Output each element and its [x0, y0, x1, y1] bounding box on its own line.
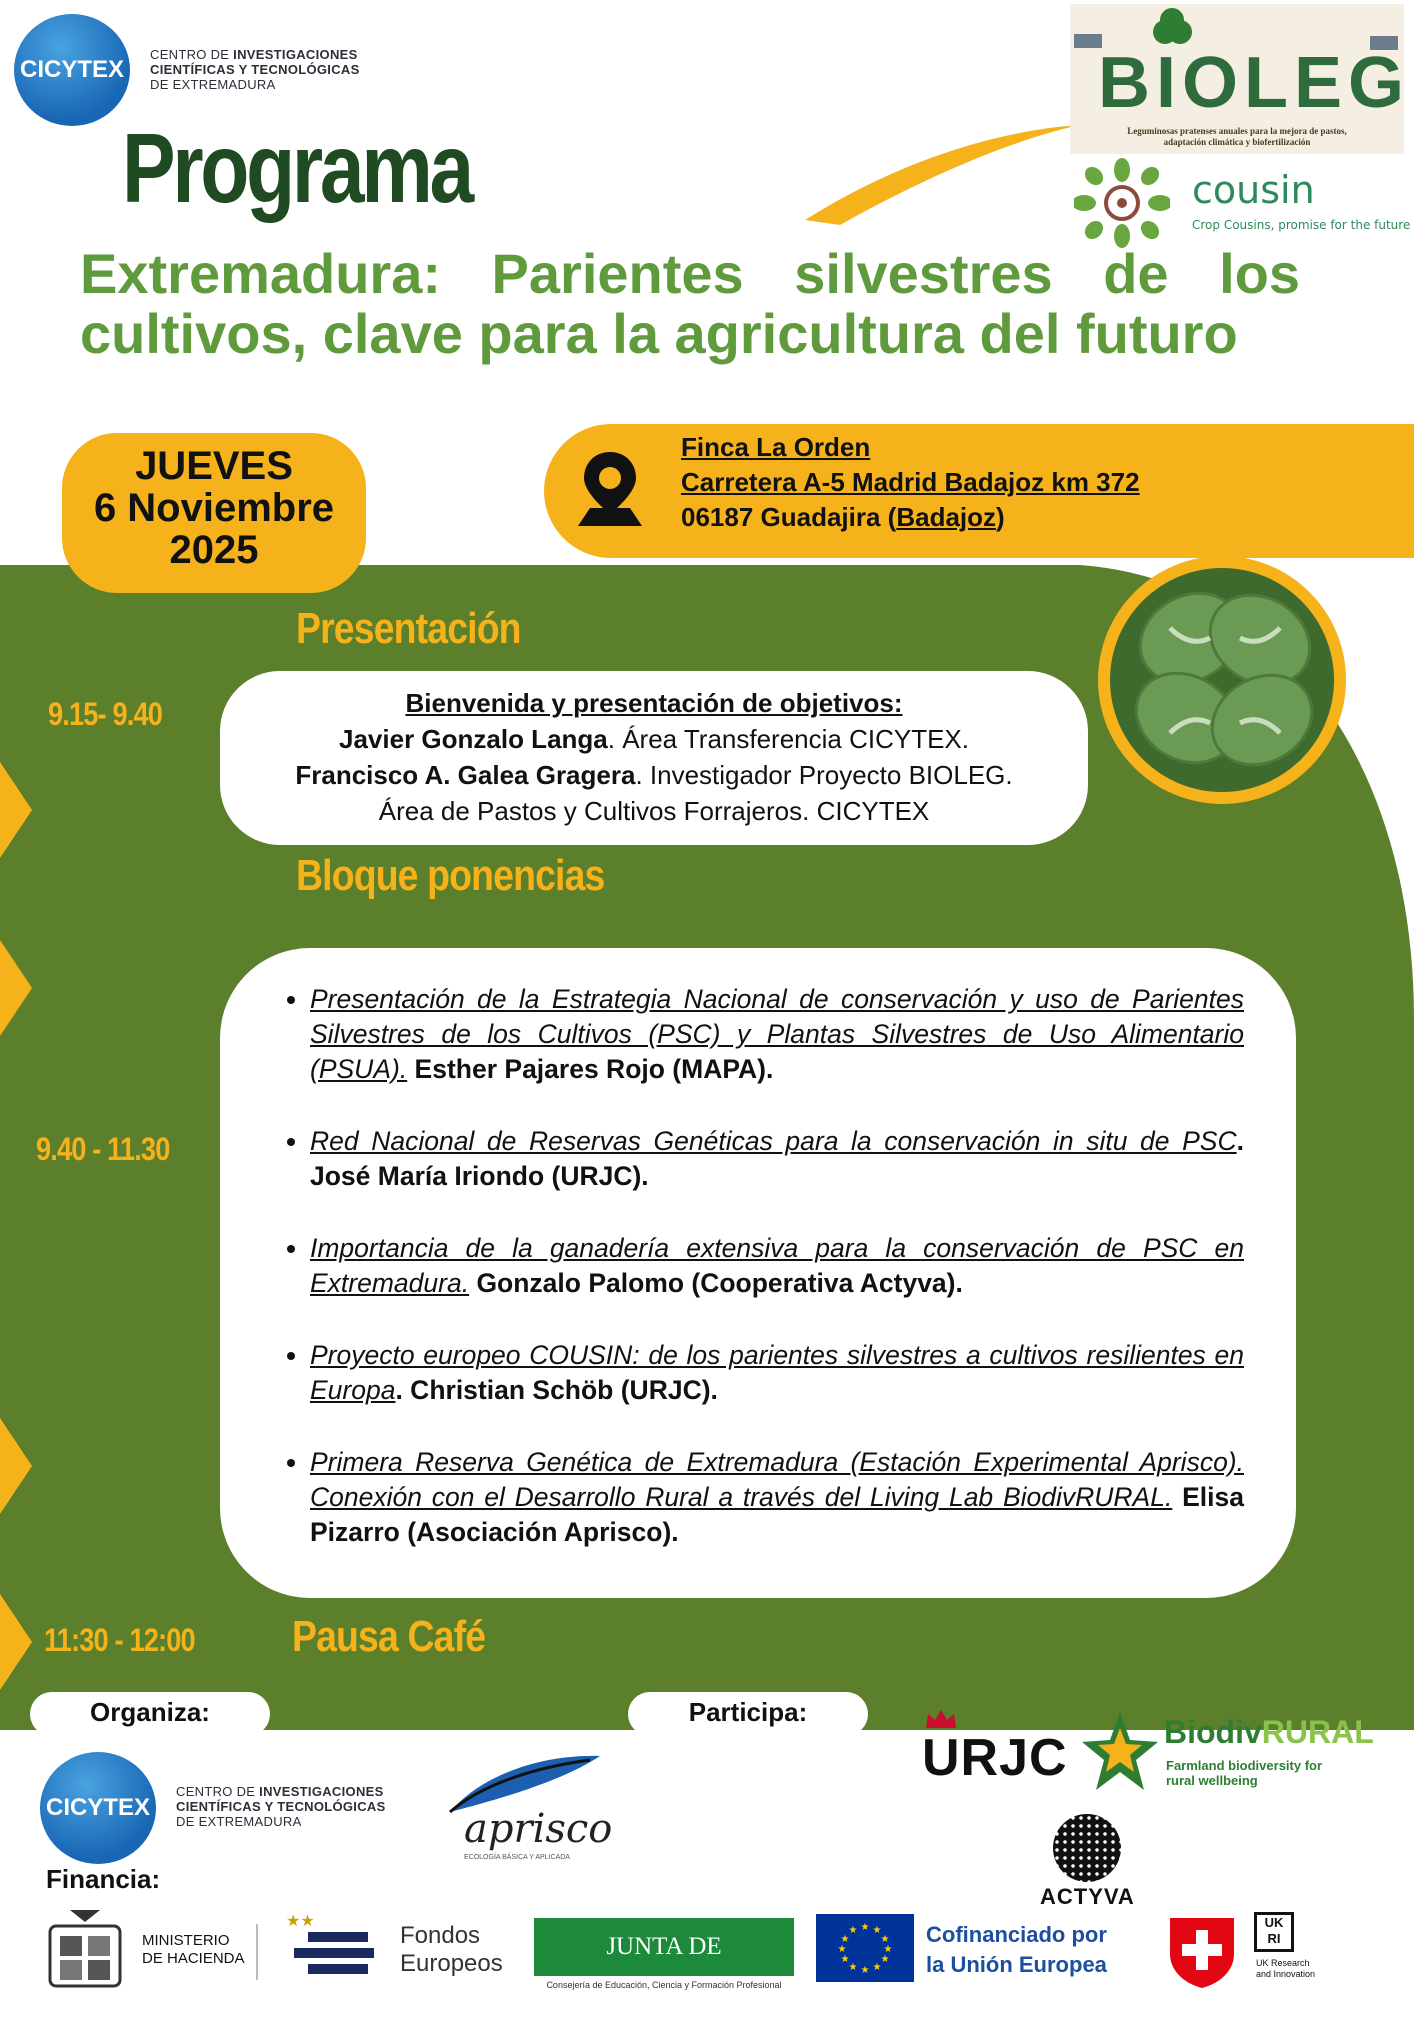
cousin-logo [1074, 158, 1414, 248]
cicytex-logo-circle [14, 14, 130, 126]
talk-title: Presentación de la Estrategia Nacional de conservación y uso de Parientes Silvestres de los Cultivos (PSC) y Plantas Silvestres de Uso Alimentario (PSUA). [310, 984, 1244, 1084]
location-pin-icon [572, 448, 648, 530]
section-ponencias-title: Bloque ponencias [296, 851, 605, 900]
fondos-line1: Fondos [400, 1922, 481, 1949]
svg-text:★: ★ [880, 1954, 890, 1965]
presentacion-speaker2 [220, 757, 1088, 793]
urjc-logo: URJC [922, 1729, 1068, 1787]
location-postal [681, 500, 1140, 535]
svg-text:★: ★ [848, 1925, 858, 1936]
cicytex-footer-line1: CENTRO DE [176, 1784, 260, 1799]
ukri-line2: and Innovation [1256, 1969, 1316, 1979]
talk-speaker: Gonzalo Palomo (Cooperativa Actyva). [469, 1268, 963, 1298]
cicytex-footer-line2: CIENTÍFICAS Y TECNOLÓGICAS [176, 1799, 386, 1814]
actyva-wordmark: ACTYVA [1040, 1884, 1135, 1909]
svg-text:★: ★ [872, 1925, 882, 1936]
cicytex-name [150, 47, 360, 92]
section-coffee-title: Pausa Café [292, 1612, 486, 1661]
biodiv-part2: RURAL [1261, 1714, 1374, 1750]
ministerio-line1: MINISTERIO [142, 1932, 230, 1949]
presentacion-speaker1 [220, 721, 1088, 757]
cicytex-footer-logo-circle [40, 1752, 156, 1864]
cicytex-footer-line3: DE EXTREMADURA [176, 1814, 302, 1829]
participa-label: Participa: [628, 1692, 868, 1736]
talk-item [310, 1445, 1244, 1550]
talk-title: Proyecto europeo COUSIN: de los parientes silvestres a cultivos resilientes en Europa [310, 1340, 1244, 1405]
speaker2-role: . Investigador Proyecto BIOLEG. [635, 760, 1013, 790]
location-venue[interactable]: Finca La Orden [681, 432, 871, 462]
talk-speaker: Esther Pajares Rojo (MAPA). [407, 1054, 774, 1084]
eu-cofinanced-text [926, 1920, 1107, 1980]
date-badge [62, 433, 366, 593]
bioleg-caption1: Leguminosas pratenses anuales para la mejora de pastos, [1127, 126, 1347, 136]
cicytex-line2: CIENTÍFICAS Y TECNOLÓGICAS [150, 62, 360, 77]
chevron-arrow-icon [0, 940, 32, 1036]
junta-subtitle: Consejería de Educación, Ciencia y Formación Profesional [546, 1980, 782, 1990]
svg-text:★: ★ [840, 1954, 850, 1965]
eu-flag-icon [816, 1914, 914, 1982]
location-postal-prefix: 06187 Guadajira ( [681, 502, 897, 532]
junta-text: JUNTA DE EXTREMADURA [568, 1933, 760, 2018]
talk-title: Red Nacional de Reservas Genéticas para la conservación in situ de PSC [310, 1126, 1237, 1156]
svg-text:★: ★ [860, 1922, 870, 1933]
talk-item [310, 1338, 1244, 1408]
bioleg-caption2: adaptación climática y biofertilización [1163, 137, 1311, 147]
cicytex-footer-name [176, 1784, 386, 1829]
eu-line1: Cofinanciado por [926, 1922, 1107, 1947]
page-title [122, 112, 548, 225]
organiza-label: Organiza: [30, 1692, 270, 1736]
talks-list [270, 982, 1244, 1550]
presentacion-heading: Bienvenida y presentación de objetivos: [405, 688, 903, 718]
svg-text:★: ★ [848, 1962, 858, 1973]
chevron-arrow-icon [0, 762, 32, 858]
crown-icon [924, 1708, 958, 1730]
fondos-line2: Europeos [400, 1950, 503, 1977]
ministerio-text [142, 1932, 245, 1968]
talk-title: Primera Reserva Genética de Extremadura (Estación Experimental Aprisco). Conexión con el Desarrollo Rural a través del Living Lab BiodivRURAL. [310, 1447, 1244, 1512]
svg-text:★★: ★★ [286, 1911, 315, 1930]
talk-item [310, 1231, 1244, 1301]
swiss-shield-icon [1166, 1914, 1238, 1990]
speaker2-name: Francisco A. Galea Gragera [295, 760, 636, 790]
talk-speaker: Elisa Pizarro (Asociación Aprisco). [310, 1482, 1244, 1547]
speaker1-role: . Área Transferencia CICYTEX. [607, 724, 969, 754]
aprisco-logo [420, 1746, 613, 1866]
aprisco-subtitle: ECOLOGÍA BÁSICA Y APLICADA [464, 1854, 570, 1861]
location-road[interactable]: Carretera A-5 Madrid Badajoz km 372 [681, 467, 1140, 497]
cousin-flower-icon [1074, 158, 1170, 248]
svg-text:★: ★ [883, 1944, 893, 1955]
clover-photo [1098, 556, 1346, 804]
bioleg-logo [1070, 4, 1411, 154]
cicytex-line3: DE EXTREMADURA [150, 77, 276, 92]
location-city-link[interactable]: Badajoz [896, 502, 997, 532]
svg-text:★: ★ [840, 1934, 850, 1945]
clover-image [1110, 568, 1334, 792]
date-year: 2025 [169, 528, 259, 572]
talk-title: Importancia de la ganadería extensiva para la conservación de PSC en Extremadura. [310, 1233, 1244, 1298]
talk-speaker: . José María Iriondo (URJC). [310, 1126, 1244, 1191]
title-text: Programa [122, 113, 471, 223]
spain-coat-of-arms-icon [40, 1906, 130, 1992]
talk-speaker: . Christian Schöb (URJC). [395, 1375, 718, 1405]
subtitle: Extremadura: Parientes silvestres de los cultivos, clave para la agricultura del futuro [80, 242, 1300, 365]
cousin-tagline: Crop Cousins, promise for the future [1192, 218, 1411, 232]
svg-text:★: ★ [872, 1962, 882, 1973]
speaker1-name: Javier Gonzalo Langa [339, 724, 608, 754]
cicytex-line1: CENTRO DE [150, 47, 234, 62]
speaker2-role2: Área de Pastos y Cultivos Forrajeros. CICYTEX [378, 796, 930, 826]
ministerio-line2: DE HACIENDA [142, 1950, 245, 1967]
biodivrural-subtitle [1166, 1758, 1322, 1788]
section-presentacion-title: Presentación [296, 604, 521, 653]
ponencias-time: 9.40 - 11.30 [36, 1131, 170, 1167]
biodiv-sub2: rural wellbeing [1166, 1773, 1258, 1788]
cicytex-footer-logo-text: CICYTEX [45, 1794, 150, 1821]
chevron-arrow-icon [0, 1594, 32, 1690]
svg-text:★: ★ [837, 1944, 847, 1955]
svg-text:★: ★ [860, 1965, 870, 1976]
star-emblem-icon [1080, 1710, 1160, 1794]
location-address [681, 430, 1140, 535]
presentacion-box [220, 671, 1088, 845]
presentacion-time: 9.15- 9.40 [48, 696, 162, 732]
ponencias-box [220, 948, 1296, 1598]
chevron-arrow-icon [0, 1418, 32, 1514]
bioleg-wordmark: BIOLEG [1098, 43, 1411, 123]
actyva-logo-circle [1053, 1814, 1121, 1882]
biodiv-part1: Biodiv [1164, 1714, 1262, 1750]
ministerio-divider [256, 1924, 258, 1980]
cicytex-logo-text: CICYTEX [19, 56, 124, 83]
aprisco-wordmark: aprisco [464, 1806, 613, 1852]
svg-text:★: ★ [880, 1934, 890, 1945]
ukri-line1: UK Research [1256, 1958, 1310, 1968]
ukri-logo: UK RI [1254, 1912, 1294, 1952]
cousin-wordmark: cousin [1192, 168, 1315, 212]
bioleg-caption [1078, 126, 1396, 148]
fondos-europeos-icon [284, 1910, 384, 1984]
date-day-month: 6 Noviembre [93, 486, 335, 530]
talk-item [310, 982, 1244, 1087]
fondos-europeos-text [400, 1922, 503, 1978]
location-postal-suffix: ) [996, 502, 1005, 532]
financia-label: Financia: [46, 1864, 161, 1894]
coffee-time: 11:30 - 12:00 [44, 1622, 195, 1658]
talk-item [310, 1124, 1244, 1194]
ukri-text [1256, 1958, 1315, 1980]
biodivrural-wordmark [1164, 1714, 1374, 1751]
cicytex-line1b: INVESTIGACIONES [233, 47, 358, 62]
biodiv-sub1: Farmland biodiversity for [1166, 1758, 1323, 1773]
eu-line2: la Unión Europea [926, 1952, 1107, 1977]
cicytex-footer-line1b: INVESTIGACIONES [259, 1784, 384, 1799]
date-weekday: JUEVES [135, 444, 293, 488]
